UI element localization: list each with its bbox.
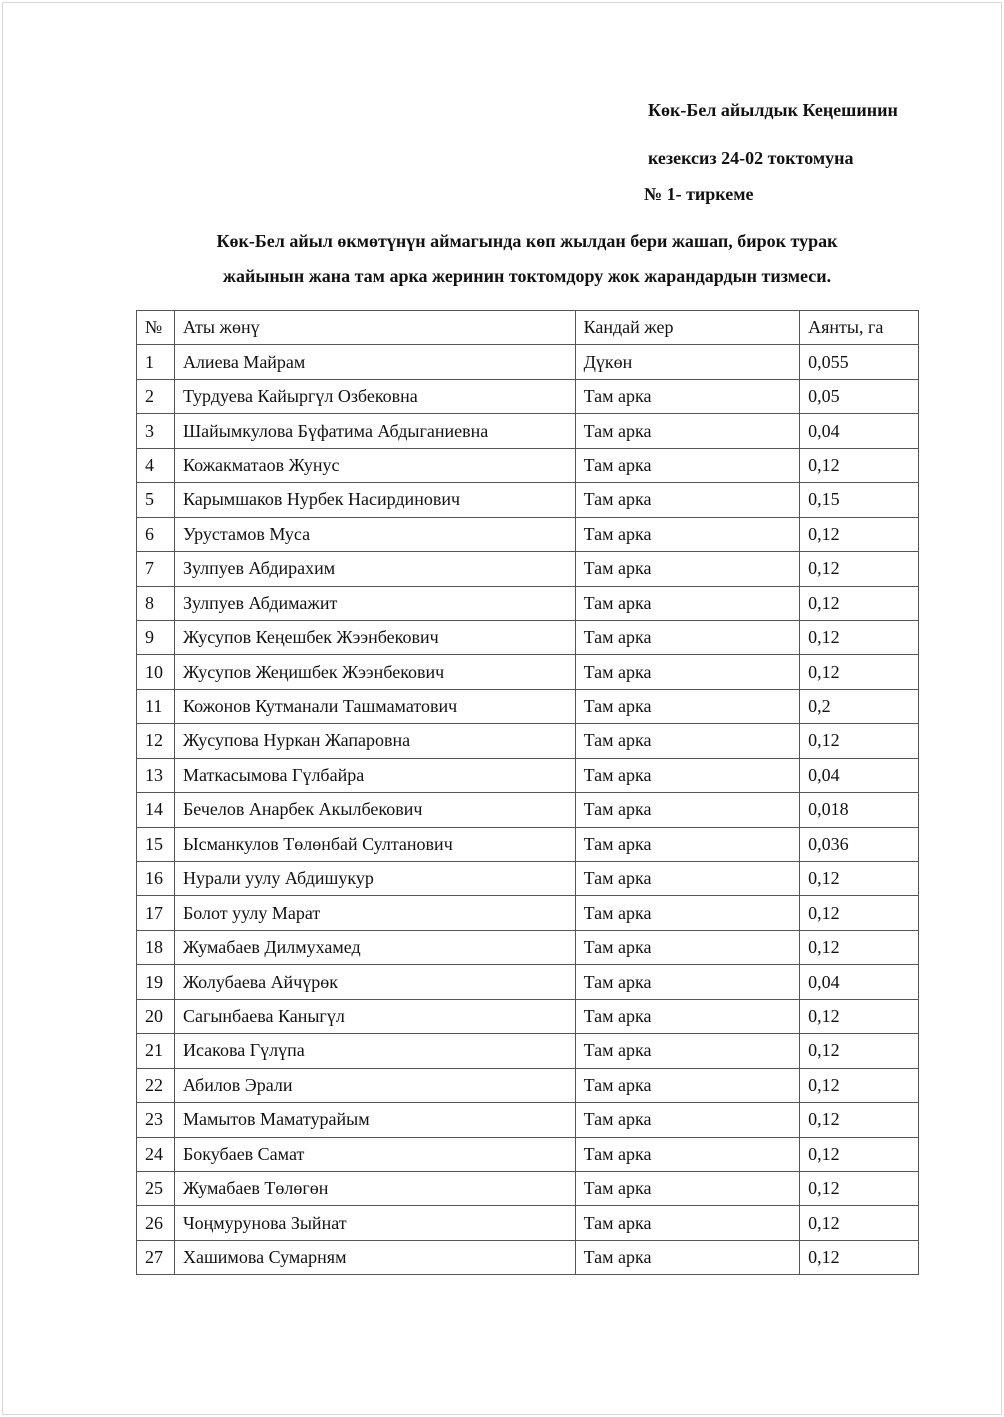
cell-number: 24 [137,1137,175,1171]
table-row [137,862,919,896]
table-row [137,517,919,551]
table-row [137,827,919,861]
cell-land-type: Там арка [575,793,800,827]
cell-number: 6 [137,517,175,551]
table-row [137,724,919,758]
cell-number: 22 [137,1068,175,1102]
cell-land-type: Там арка [575,483,800,517]
cell-name: Сагынбаева Каныгүл [174,999,575,1033]
cell-area: 0,12 [800,448,919,482]
cell-name: Жусупов Жеңишбек Жээнбекович [174,655,575,689]
cell-number: 21 [137,1034,175,1068]
table-row [137,896,919,930]
cell-area: 0,018 [800,793,919,827]
table-row [137,1206,919,1240]
document-title-line-2: жайынын жана там арка жеринин токтомдору жок жарандардын тизмеси. [222,266,832,286]
cell-name: Болот уулу Марат [174,896,575,930]
cell-number: 17 [137,896,175,930]
appendix-number: № 1- тиркеме [644,184,754,204]
table-row [137,1034,919,1068]
table-row [137,345,919,379]
cell-name: Хашимова Сумарням [174,1240,575,1274]
decree-reference: кезексиз 24-02 токтомуна [648,148,854,168]
cell-area: 0,12 [800,1137,919,1171]
cell-area: 0,15 [800,483,919,517]
column-header-land-type: Кандай жер [575,311,800,345]
cell-area: 0,12 [800,552,919,586]
cell-name: Маткасымова Гүлбайра [174,758,575,792]
cell-area: 0,12 [800,724,919,758]
council-name: Көк-Бел айылдык Кеңешинин [648,100,898,120]
table-row [137,586,919,620]
table-row [137,1171,919,1205]
cell-number: 8 [137,586,175,620]
cell-area: 0,12 [800,1171,919,1205]
cell-name: Карымшаков Нурбек Насирдинович [174,483,575,517]
cell-name: Зулпуев Абдирахим [174,552,575,586]
cell-area: 0,05 [800,379,919,413]
cell-number: 15 [137,827,175,861]
cell-number: 23 [137,1103,175,1137]
cell-name: Жумабаев Төлөгөн [174,1171,575,1205]
cell-number: 5 [137,483,175,517]
cell-land-type: Там арка [575,655,800,689]
cell-area: 0,2 [800,689,919,723]
cell-number: 26 [137,1206,175,1240]
table-header-row [137,311,919,345]
cell-number: 12 [137,724,175,758]
table-row [137,655,919,689]
cell-area: 0,12 [800,655,919,689]
cell-land-type: Там арка [575,517,800,551]
cell-area: 0,036 [800,827,919,861]
table-row [137,620,919,654]
cell-name: Жумабаев Дилмухамед [174,930,575,964]
table-row [137,1068,919,1102]
cell-number: 20 [137,999,175,1033]
cell-number: 25 [137,1171,175,1205]
cell-name: Кожакматаов Жунус [174,448,575,482]
cell-area: 0,04 [800,414,919,448]
cell-number: 27 [137,1240,175,1274]
cell-name: Шайымкулова Бүфатима Абдыганиевна [174,414,575,448]
cell-number: 13 [137,758,175,792]
table-row [137,793,919,827]
cell-name: Жусупова Нуркан Жапаровна [174,724,575,758]
cell-land-type: Там арка [575,379,800,413]
cell-land-type: Там арка [575,1171,800,1205]
table-row [137,1240,919,1274]
cell-land-type: Там арка [575,1240,800,1274]
cell-land-type: Там арка [575,620,800,654]
cell-land-type: Там арка [575,689,800,723]
cell-name: Зулпуев Абдимажит [174,586,575,620]
table-row [137,1137,919,1171]
cell-land-type: Там арка [575,827,800,861]
table-row [137,552,919,586]
cell-number: 9 [137,620,175,654]
cell-name: Алиева Майрам [174,345,575,379]
cell-number: 14 [137,793,175,827]
cell-land-type: Там арка [575,1068,800,1102]
cell-land-type: Там арка [575,1206,800,1240]
cell-area: 0,12 [800,1034,919,1068]
cell-area: 0,12 [800,517,919,551]
cell-name: Исакова Гүлүпа [174,1034,575,1068]
cell-name: Чоңмурунова Зыйнат [174,1206,575,1240]
cell-land-type: Там арка [575,552,800,586]
cell-land-type: Там арка [575,999,800,1033]
table-row [137,689,919,723]
cell-number: 16 [137,862,175,896]
cell-number: 10 [137,655,175,689]
cell-land-type: Там арка [575,758,800,792]
table-row [137,1103,919,1137]
cell-land-type: Там арка [575,896,800,930]
cell-land-type: Там арка [575,586,800,620]
cell-name: Бокубаев Самат [174,1137,575,1171]
cell-name: Кожонов Кутманали Ташмаматович [174,689,575,723]
cell-name: Ысманкулов Төлөнбай Султанович [174,827,575,861]
table-row [137,999,919,1033]
cell-area: 0,12 [800,1103,919,1137]
cell-land-type: Дүкөн [575,345,800,379]
table-row [137,379,919,413]
cell-number: 18 [137,930,175,964]
cell-area: 0,12 [800,896,919,930]
cell-land-type: Там арка [575,448,800,482]
table-row [137,483,919,517]
cell-area: 0,12 [800,999,919,1033]
cell-land-type: Там арка [575,724,800,758]
table-row [137,414,919,448]
citizens-table [136,310,919,1275]
cell-area: 0,12 [800,1206,919,1240]
table-row [137,930,919,964]
cell-name: Жусупов Кеңешбек Жээнбекович [174,620,575,654]
cell-number: 1 [137,345,175,379]
table-row [137,965,919,999]
cell-number: 4 [137,448,175,482]
cell-name: Урустамов Муса [174,517,575,551]
cell-name: Нурали уулу Абдишукур [174,862,575,896]
cell-land-type: Там арка [575,1137,800,1171]
cell-land-type: Там арка [575,965,800,999]
cell-name: Бечелов Анарбек Акылбекович [174,793,575,827]
document-title-line-1: Көк-Бел айыл өкмөтүнүн аймагында көп жылдан бери жашап, бирок турак [216,231,838,251]
column-header-area: Аянты, га [800,311,919,345]
column-header-number: № [137,311,175,345]
cell-land-type: Там арка [575,1103,800,1137]
cell-number: 3 [137,414,175,448]
cell-area: 0,12 [800,930,919,964]
cell-area: 0,12 [800,620,919,654]
cell-land-type: Там арка [575,1034,800,1068]
cell-area: 0,12 [800,1240,919,1274]
cell-number: 19 [137,965,175,999]
cell-name: Турдуева Кайыргүл Озбековна [174,379,575,413]
cell-area: 0,055 [800,345,919,379]
cell-land-type: Там арка [575,862,800,896]
table-row [137,758,919,792]
cell-area: 0,04 [800,965,919,999]
cell-name: Абилов Эрали [174,1068,575,1102]
cell-name: Жолубаева Айчүрөк [174,965,575,999]
table-row [137,448,919,482]
cell-land-type: Там арка [575,930,800,964]
cell-land-type: Там арка [575,414,800,448]
cell-area: 0,12 [800,586,919,620]
cell-number: 2 [137,379,175,413]
cell-area: 0,04 [800,758,919,792]
cell-area: 0,12 [800,1068,919,1102]
column-header-name: Аты жөнү [174,311,575,345]
cell-name: Мамытов Маматурайым [174,1103,575,1137]
cell-number: 11 [137,689,175,723]
cell-area: 0,12 [800,862,919,896]
cell-number: 7 [137,552,175,586]
